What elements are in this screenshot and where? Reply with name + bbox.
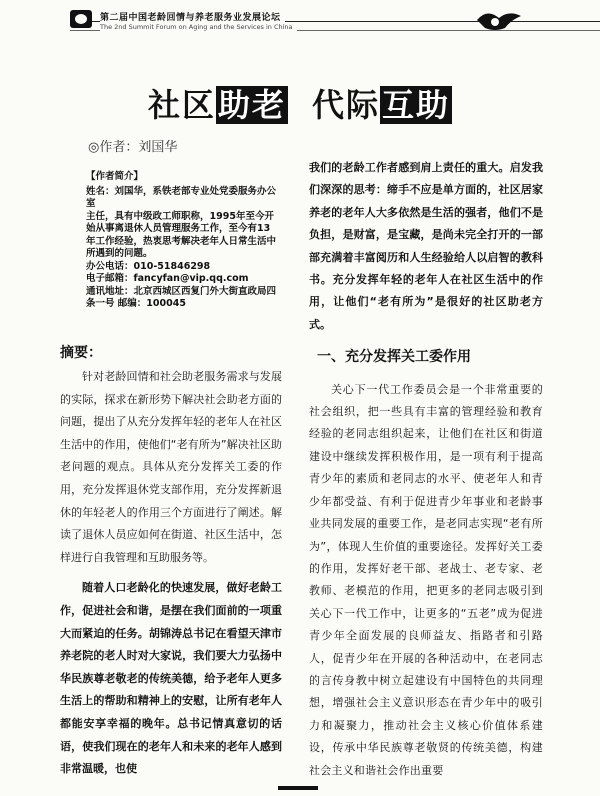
left-column	[60, 366, 282, 789]
forum-logo-icon	[70, 10, 92, 28]
title-part-1: 社区	[147, 86, 216, 124]
title-part-2: 助老	[217, 86, 286, 124]
author-phone: 办公电话：010-51846298	[86, 260, 211, 272]
author-postcode: 条一号 邮编：100045	[86, 298, 186, 309]
author-info-heading: 【作者简介】	[86, 171, 144, 182]
body-paragraph: 随着人口老龄化的快速发展，做好老龄工作，促进社会和谐，是摆在我们面前的一项重大而紧迫的任务。胡锦涛总书记在看望天津市养老院的老人时对大家说，我们要大力弘扬中华民族尊老敬老的传统美德，给予老年人更多生活上的帮助和精神上的安慰，让所有老年人都能安享幸福的晚年。总书记情真意切的话语，使我们现在的老年人和未来的老年人感到非常温暖，也使	[60, 581, 282, 776]
author-info-line: 主任，具有中级政工师职称，1995年至今开	[86, 210, 274, 222]
title-part-4: 互助	[382, 86, 451, 124]
author-info-line: 始从事离退休人员管理服务工作，至今有13	[86, 223, 271, 234]
section-heading: 一、充分发挥关工委作用	[317, 349, 471, 366]
title-part-3: 代际	[312, 86, 381, 124]
abstract-heading: 摘要：	[60, 345, 102, 361]
author-info-box	[86, 171, 278, 311]
right-column	[309, 157, 543, 782]
author-info-line: 所遇到的问题。	[86, 248, 153, 259]
author-info-line: 姓名：刘国华，系铁老部专业处党委服务办公室	[86, 185, 277, 209]
author-info-line: 年工作经验，热衷思考解决老年人日常生活中	[86, 235, 277, 247]
author-address: 通讯地址：北京西城区西复门外大街直政局四	[86, 285, 277, 297]
page-footer-mark	[278, 786, 318, 790]
section-body-paragraph: 关心下一代工作委员会是一个非常重要的社会组织，把一些具有丰富的管理经验和教育经验的老同志组织起来，让他们在社区和街道建设中继续发挥积极作用，是一项有利于提高青少年的素质和老同志的水平、使老年人和青少年都受益、有利于促进青少年事业和老龄事业共同发展的重要工作，是老同志实现“老有所为”，体现人生价值的重要途径。发挥好关工委的作用，发挥好老干部、老战士、老专家、老教师、老模范的作用，把更多的老同志吸引到关心下一代工作中，让更多的“五老”成为促进青少年全面发展的良师益友、指路者和引路人，促青少年在开展的各种活动中，在老同志的言传身教中树立起建设有中国特色的共同理想，增强社会主义意识形态在青少年中的吸引力和凝聚力，推动社会主义核心价值体系建设，传承中华民族尊老敬贤的传统美德，构建社会主义和谐社会作出重要	[309, 382, 543, 777]
page-header	[0, 0, 600, 42]
bird-logo-icon	[475, 6, 523, 34]
header-title-en: The 2nd Summit Forum on Aging and the Services in China	[100, 23, 297, 31]
continued-paragraph: 我们的老龄工作者感到肩上责任的重大。启发我们深深的思考：缔手不应是单方面的，社区居家养老的老年人大多依然是生活的强者，他们不是负担，是财富，是宝藏，是尚未完全打开的一部部充满着丰富阅历和人生经验给人以启智的教科书。充分发挥年轻的老年人在社区生活中的作用，让他们“老有所为”是很好的社区助老方式。	[309, 161, 543, 331]
article-title	[0, 80, 600, 126]
author-byline: ◎作者：刘国华	[88, 140, 178, 155]
author-email: 电子邮箱：fancyfan@vip.qq.com	[86, 273, 249, 284]
header-title-cn: 第二届中国老龄回情与养老服务业发展论坛	[100, 10, 285, 23]
abstract-paragraph: 针对老龄回情和社会助老服务需求与发展的实际，探求在新形势下解决社会助老方面的问题，提出了从充分发挥年轻的老年人在社区生活中的作用，使他们“老有所为”解决社区助老问题的观点。具体从充分发挥关工委的作用，充分发挥退休党支部作用，充分发挥新退休的年轻老人的作用三个方面进行了阐述。解读了退休人员应如何在街道、社区生活中，怎样进行自我管理和互助服务等。	[60, 370, 282, 564]
